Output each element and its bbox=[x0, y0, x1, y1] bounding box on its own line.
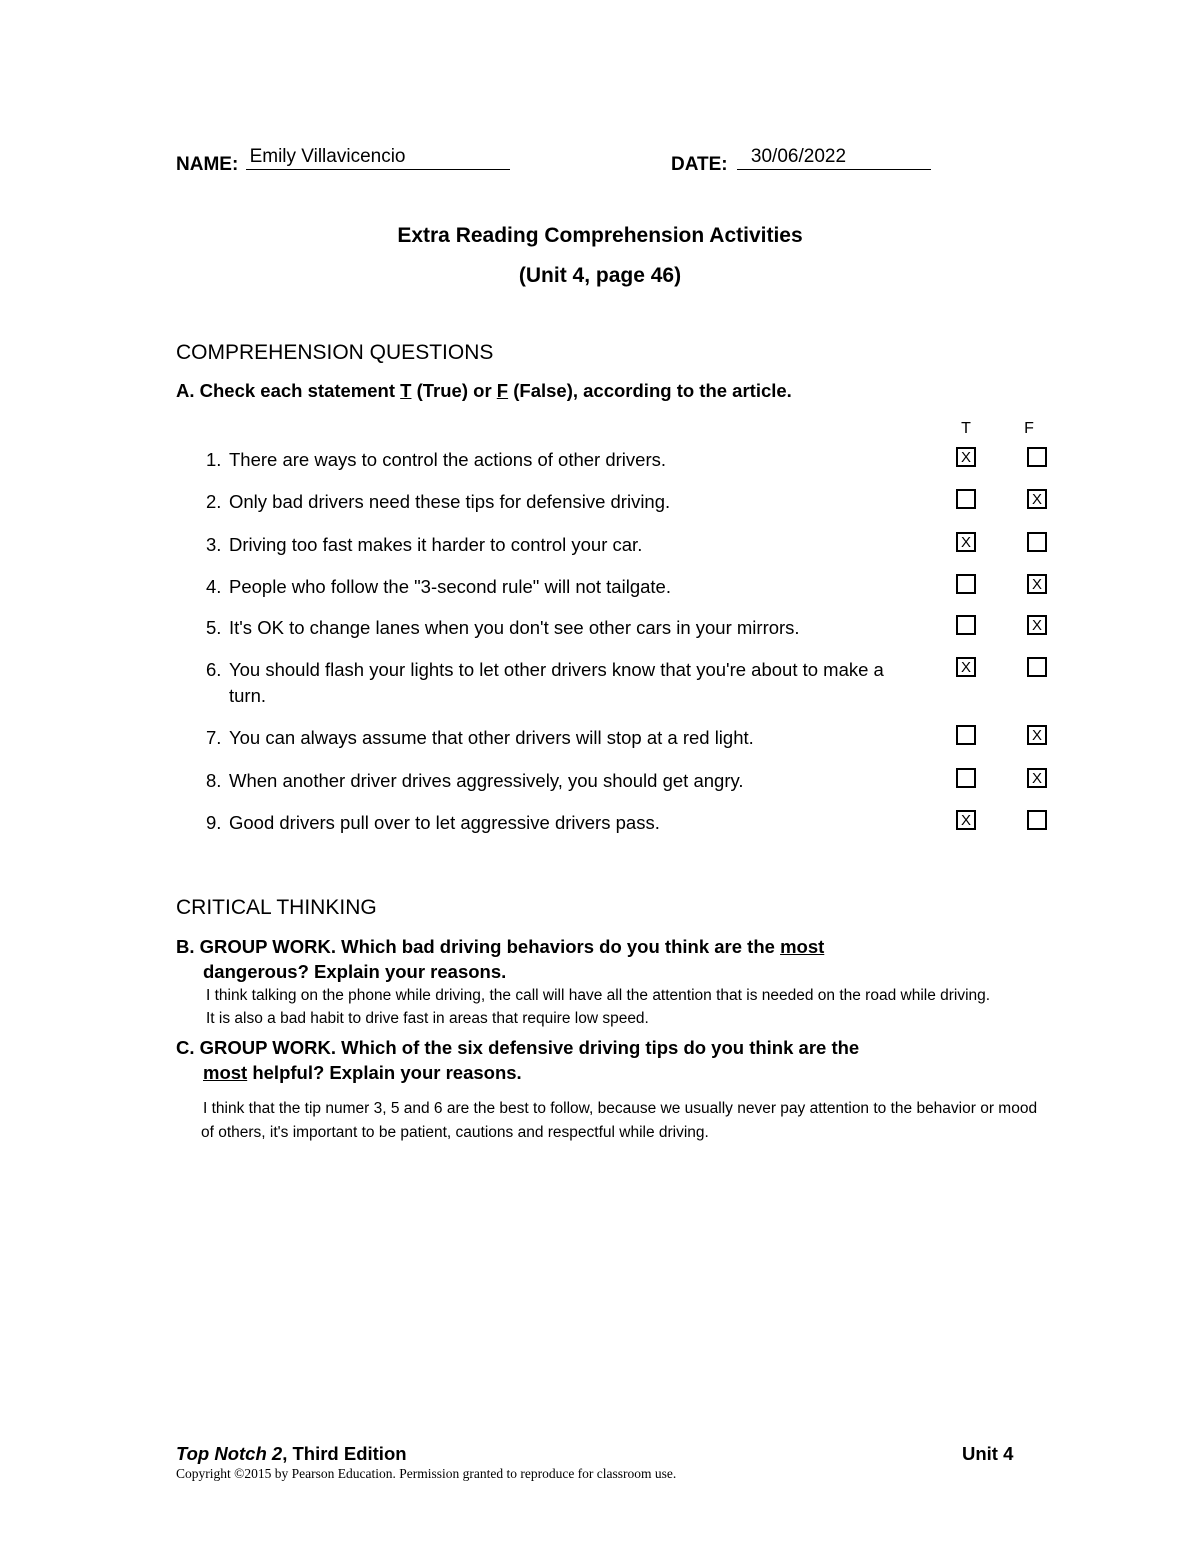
false-checkbox[interactable]: X bbox=[1027, 615, 1047, 635]
comprehension-heading: COMPREHENSION QUESTIONS bbox=[176, 341, 494, 364]
answer-b-line1: I think talking on the phone while driving, the call will have all the attention that is needed on the road while driving. bbox=[206, 987, 991, 1004]
question-text: There are ways to control the actions of other drivers. bbox=[229, 449, 667, 470]
question-row bbox=[206, 489, 906, 515]
true-checkbox[interactable]: X bbox=[956, 810, 976, 830]
date-row bbox=[671, 146, 931, 176]
false-checkbox[interactable]: X bbox=[1027, 574, 1047, 594]
true-checkbox[interactable] bbox=[956, 489, 976, 509]
instruction-a: A. Check each statement T (True) or F (False), according to the article. bbox=[176, 380, 792, 401]
question-number: 1. bbox=[206, 449, 222, 470]
question-row bbox=[206, 657, 906, 709]
true-checkbox[interactable] bbox=[956, 574, 976, 594]
question-text: Good drivers pull over to let aggressive drivers pass. bbox=[229, 812, 660, 833]
question-number: 6. bbox=[206, 659, 222, 680]
question-row bbox=[206, 810, 906, 836]
true-checkbox[interactable] bbox=[956, 768, 976, 788]
false-checkbox[interactable] bbox=[1027, 532, 1047, 552]
footer-unit: Unit 4 bbox=[962, 1443, 1014, 1464]
false-checkbox[interactable] bbox=[1027, 447, 1047, 467]
name-field[interactable] bbox=[246, 146, 510, 170]
question-row bbox=[206, 532, 906, 558]
false-checkbox[interactable]: X bbox=[1027, 489, 1047, 509]
column-true-header: T bbox=[961, 420, 971, 437]
question-row bbox=[206, 768, 906, 794]
question-row bbox=[206, 725, 906, 751]
question-text: Only bad drivers need these tips for defensive driving. bbox=[229, 491, 671, 512]
question-c-line2: most helpful? Explain your reasons. bbox=[203, 1062, 522, 1083]
critical-heading: CRITICAL THINKING bbox=[176, 896, 377, 919]
name-value: Emily Villavicencio bbox=[249, 146, 406, 167]
question-number: 5. bbox=[206, 617, 222, 638]
date-value: 30/06/2022 bbox=[750, 146, 847, 167]
question-b-line2: dangerous? Explain your reasons. bbox=[203, 961, 507, 982]
question-number: 2. bbox=[206, 491, 222, 512]
true-checkbox[interactable] bbox=[956, 725, 976, 745]
name-label: NAME: bbox=[176, 154, 239, 175]
question-b-line1: B. GROUP WORK. Which bad driving behaviors do you think are the most bbox=[176, 936, 825, 957]
footer-book: Top Notch 2, Third Edition bbox=[176, 1443, 407, 1464]
answer-c-line2: of others, it's important to be patient, cautions and respectful while driving. bbox=[201, 1124, 709, 1141]
date-label: DATE: bbox=[671, 154, 728, 175]
false-checkbox[interactable]: X bbox=[1027, 768, 1047, 788]
question-row bbox=[206, 447, 906, 473]
question-text: People who follow the "3-second rule" will not tailgate. bbox=[229, 576, 671, 597]
question-text: You should flash your lights to let other drivers know that you're about to make a turn. bbox=[229, 659, 884, 706]
question-row bbox=[206, 574, 906, 600]
true-checkbox[interactable]: X bbox=[956, 447, 976, 467]
question-row bbox=[206, 615, 906, 641]
question-text: You can always assume that other drivers will stop at a red light. bbox=[229, 727, 754, 748]
page-title: Extra Reading Comprehension Activities bbox=[397, 224, 803, 247]
answer-c-line1: I think that the tip numer 3, 5 and 6 are the best to follow, because we usually never pay attention to the behavior or mood bbox=[203, 1100, 1038, 1117]
question-number: 3. bbox=[206, 534, 222, 555]
question-text: Driving too fast makes it harder to control your car. bbox=[229, 534, 643, 555]
column-false-header: F bbox=[1024, 420, 1034, 437]
false-checkbox[interactable] bbox=[1027, 657, 1047, 677]
question-text: When another driver drives aggressively, you should get angry. bbox=[229, 770, 744, 791]
question-c-line1: C. GROUP WORK. Which of the six defensive driving tips do you think are the bbox=[176, 1037, 860, 1058]
question-text: It's OK to change lanes when you don't see other cars in your mirrors. bbox=[229, 617, 800, 638]
true-checkbox[interactable]: X bbox=[956, 532, 976, 552]
false-checkbox[interactable]: X bbox=[1027, 725, 1047, 745]
question-number: 9. bbox=[206, 812, 222, 833]
footer-copyright: Copyright ©2015 by Pearson Education. Permission granted to reproduce for classroom use. bbox=[176, 1466, 677, 1481]
name-row bbox=[176, 146, 510, 176]
question-number: 4. bbox=[206, 576, 222, 597]
answer-b-line2: It is also a bad habit to drive fast in areas that require low speed. bbox=[206, 1010, 649, 1027]
false-checkbox[interactable] bbox=[1027, 810, 1047, 830]
date-field[interactable] bbox=[737, 146, 931, 170]
true-checkbox[interactable] bbox=[956, 615, 976, 635]
true-checkbox[interactable]: X bbox=[956, 657, 976, 677]
page-subtitle: (Unit 4, page 46) bbox=[518, 264, 682, 287]
question-number: 7. bbox=[206, 727, 222, 748]
question-number: 8. bbox=[206, 770, 222, 791]
